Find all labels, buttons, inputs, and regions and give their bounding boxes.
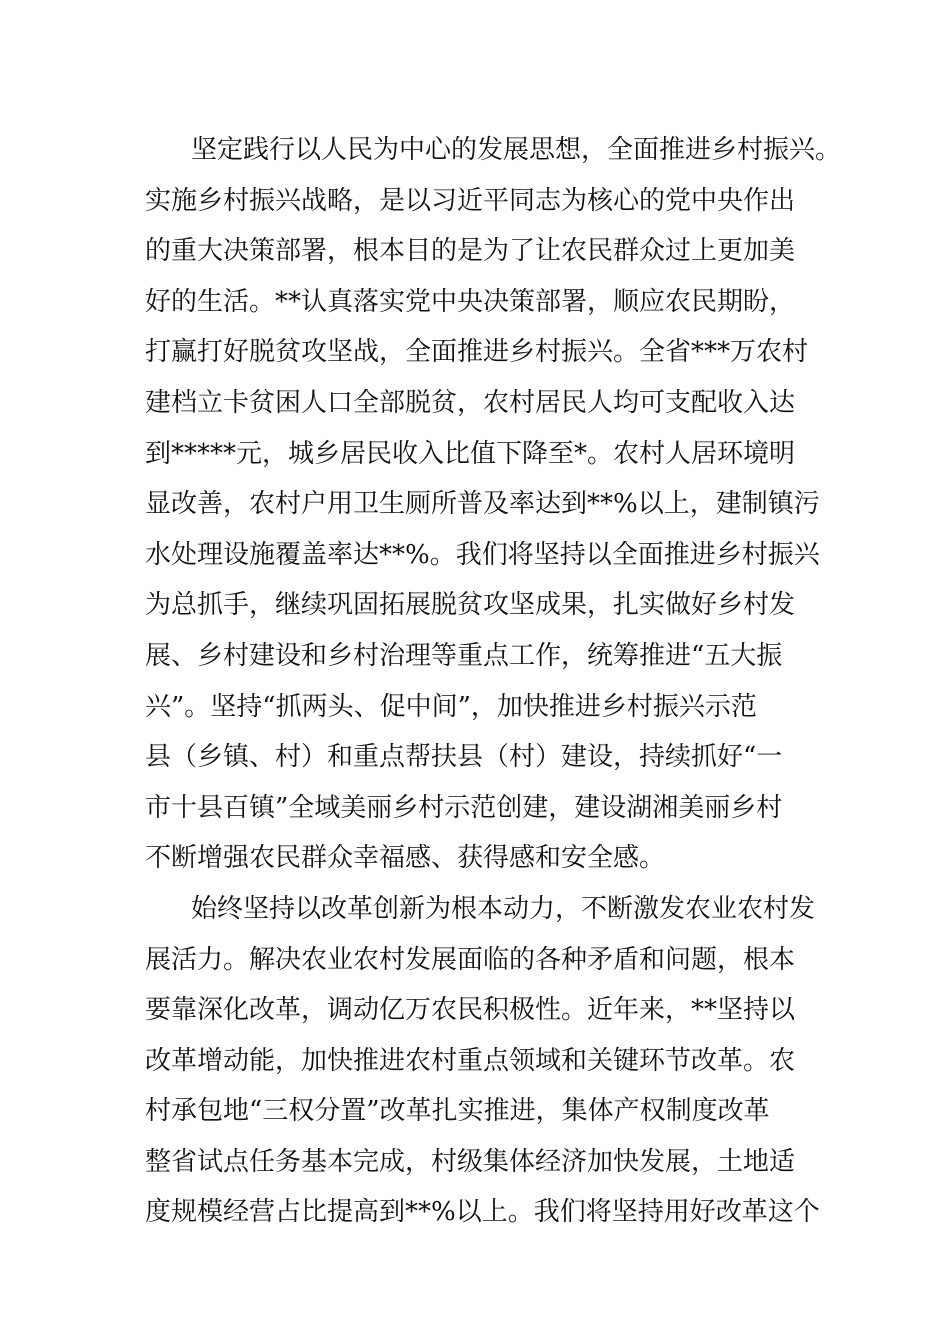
text-line: 展、乡村建设和乡村治理等重点工作，统筹推进“五大振: [145, 640, 783, 671]
text-line: 实施乡村振兴战略，是以习近平同志为核心的党中央作出: [145, 185, 796, 216]
text-line: 改革增动能，加快推进农村重点领域和关键环节改革。农: [145, 1045, 796, 1076]
text-line: 为总抓手，继续巩固拓展脱贫攻坚成果，扎实做好乡村发: [145, 590, 796, 621]
body-text: [145, 125, 842, 1238]
text-line: 村承包地“三权分置”改革扎实推进，集体产权制度改革: [145, 1096, 770, 1127]
text-line: 打赢打好脱贫攻坚战，全面推进乡村振兴。全省***万农村: [145, 337, 809, 368]
paragraph-reform-innovation: [145, 884, 820, 1238]
text-line: 显改善，农村户用卫生厕所普及率达到**%以上，建制镇污: [145, 489, 820, 520]
text-line: 建档立卡贫困人口全部脱贫，农村居民人均可支配收入达: [145, 387, 796, 418]
text-line: 水处理设施覆盖率达**%。我们将坚持以全面推进乡村振兴: [145, 539, 820, 570]
text-line: 到*****元，城乡居民收入比值下降至*。农村人居环境明: [145, 438, 796, 469]
text-line: 始终坚持以改革创新为根本动力，不断激发农业农村发: [191, 893, 816, 924]
text-line: 要靠深化改革，调动亿万农民积极性。近年来，**坚持以: [145, 995, 796, 1026]
text-line: 的重大决策部署，根本目的是为了让农民群众过上更加美: [145, 236, 796, 267]
text-line: 兴”。坚持“抓两头、促中间”，加快推进乡村振兴示范: [145, 691, 757, 722]
text-line: 度规模经营占比提高到**%以上。我们将坚持用好改革这个: [145, 1197, 820, 1228]
text-line: 好的生活。**认真落实党中央决策部署，顺应农民期盼，: [145, 286, 796, 317]
text-line: 整省试点任务基本完成，村级集体经济加快发展，土地适: [145, 1146, 796, 1177]
paragraph-rural-revitalization: [145, 125, 842, 884]
text-line: 县（乡镇、村）和重点帮扶县（村）建设，持续抓好“一: [145, 742, 783, 773]
text-line: 坚定践行以人民为中心的发展思想，全面推进乡村振兴。: [191, 135, 842, 165]
text-line: 不断增强农民群众幸福感、获得感和安全感。: [145, 843, 666, 874]
text-line: 展活力。解决农业农村发展面临的各种矛盾和问题，根本: [145, 944, 796, 975]
text-line: 市十县百镇”全域美丽乡村示范创建，建设湖湘美丽乡村: [145, 792, 783, 823]
